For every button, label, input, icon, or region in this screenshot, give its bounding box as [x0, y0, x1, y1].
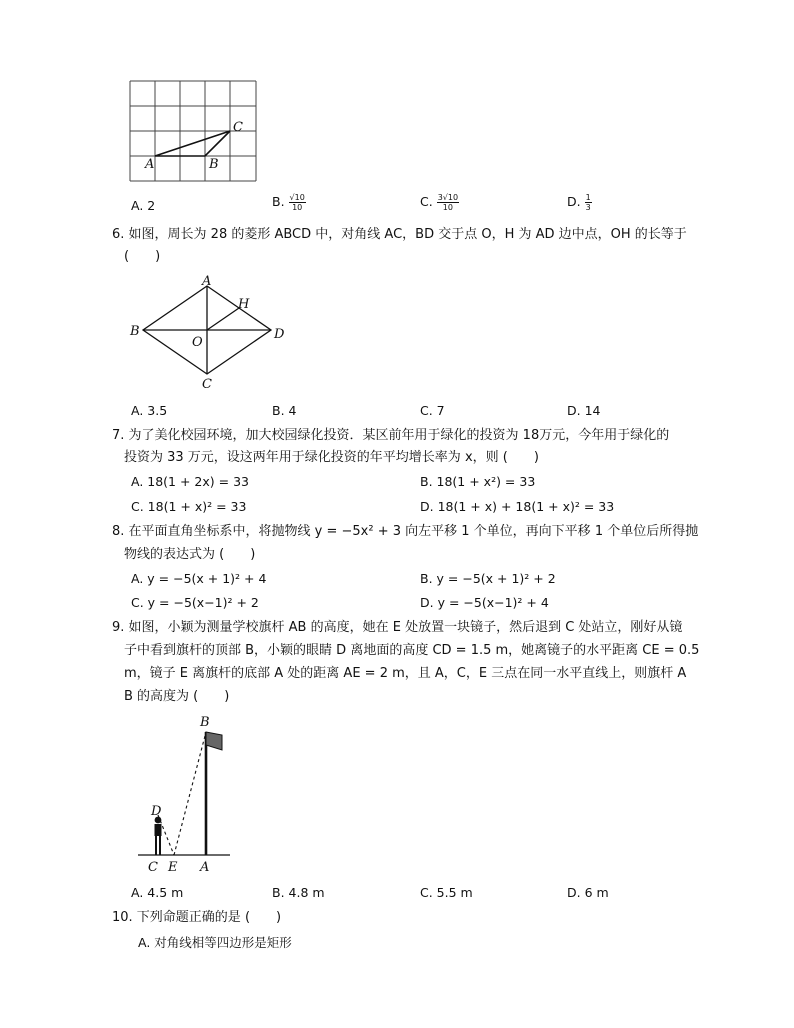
q5-option-b[interactable]: B. $\frac{√10}{10}$	[272, 193, 305, 212]
label-b: B	[130, 324, 140, 339]
label-d: D	[151, 804, 162, 819]
sight-line-eb	[174, 732, 206, 855]
q6-stem-line2: ( )	[124, 249, 161, 264]
q7-option-d[interactable]: D. 18(1 + x) + 18(1 + x)² = 33	[420, 499, 615, 514]
q7-option-c[interactable]: C. 18(1 + x)² = 33	[131, 499, 247, 514]
fraction: $\frac{1}{3}$	[585, 193, 591, 212]
q10-stem: 10. 下列命题正确的是 ( )	[112, 910, 282, 925]
label-o: O	[192, 335, 203, 350]
label-h: H	[238, 297, 250, 312]
q6-rhombus-figure	[126, 272, 296, 396]
q6-option-c[interactable]: C. 7	[420, 403, 445, 418]
q8-option-c[interactable]: C. y = −5(x−1)² + 2	[131, 595, 259, 610]
q7-option-a[interactable]: A. 18(1 + 2x) = 33	[131, 474, 249, 489]
q7-stem-line1: 7. 为了美化校园环境，加大校园绿化投资．某区前年用于绿化的投资为 18万元，今年用于绿化的	[112, 428, 670, 443]
q8-stem-line1: 8. 在平面直角坐标系中，将抛物线 y = −5x² + 3 向左平移 1 个单位，再向下平移 1 个单位后所得抛	[112, 524, 699, 539]
label-b: B	[200, 715, 210, 730]
q5-option-a[interactable]: A. 2	[131, 198, 156, 213]
q6-option-b[interactable]: B. 4	[272, 403, 297, 418]
fraction: $\frac{√10}{10}$	[289, 193, 305, 212]
label-c: C	[233, 120, 243, 135]
label-b: B	[209, 157, 219, 172]
q10-option-a[interactable]: A. 对角线相等四边形是矩形	[138, 935, 292, 950]
q7-option-b[interactable]: B. 18(1 + x²) = 33	[420, 474, 536, 489]
q8-option-d[interactable]: D. y = −5(x−1)² + 4	[420, 595, 549, 610]
fraction: $\frac{3√10}{10}$	[437, 193, 459, 212]
q9-option-c[interactable]: C. 5.5 m	[420, 885, 473, 900]
flag	[206, 732, 222, 750]
q5-grid-figure	[126, 78, 266, 190]
q9-flagpole-figure	[136, 712, 236, 878]
label-a: A	[200, 860, 210, 875]
label-a: A	[145, 157, 155, 172]
label-c: C	[148, 860, 158, 875]
label-c: C	[202, 377, 212, 392]
triangle-abc	[155, 131, 230, 156]
segment-oh	[207, 308, 239, 330]
q8-stem-line2: 物线的表达式为 ( )	[124, 547, 256, 562]
q6-option-a[interactable]: A. 3.5	[131, 403, 168, 418]
label-d: D	[274, 327, 285, 342]
q9-stem-line2: 子中看到旗杆的顶部 B，小颖的眼睛 D 离地面的高度 CD = 1.5 m，她离镜子的水平距离 CE = 0.5	[124, 643, 700, 658]
label-e: E	[168, 860, 178, 875]
q9-option-d[interactable]: D. 6 m	[567, 885, 609, 900]
q6-stem-line1: 6. 如图，周长为 28 的菱形 ABCD 中，对角线 AC，BD 交于点 O，H 为 AD 边中点，OH 的长等于	[112, 227, 687, 242]
q9-option-b[interactable]: B. 4.8 m	[272, 885, 325, 900]
q5-option-c[interactable]: C. $\frac{3√10}{10}$	[420, 193, 459, 212]
q8-option-a[interactable]: A. y = −5(x + 1)² + 4	[131, 571, 267, 586]
q9-stem-line4: B 的高度为 ( )	[124, 689, 230, 704]
q6-option-d[interactable]: D. 14	[567, 403, 601, 418]
q9-option-a[interactable]: A. 4.5 m	[131, 885, 184, 900]
q9-stem-line1: 9. 如图，小颖为测量学校旗杆 AB 的高度，她在 E 处放置一块镜子，然后退到 C 处站立，刚好从镜	[112, 620, 683, 635]
q5-option-d[interactable]: D. $\frac{1}{3}$	[567, 193, 591, 212]
q9-stem-line3: m，镜子 E 离旗杆的底部 A 处的距离 AE = 2 m，且 A，C，E 三点在同一水平直线上，则旗杆 A	[124, 666, 687, 681]
q8-option-b[interactable]: B. y = −5(x + 1)² + 2	[420, 571, 556, 586]
q7-stem-line2: 投资为 33 万元，设这两年用于绿化投资的年平均增长率为 x，则 ( )	[124, 450, 539, 465]
label-a: A	[202, 274, 212, 289]
